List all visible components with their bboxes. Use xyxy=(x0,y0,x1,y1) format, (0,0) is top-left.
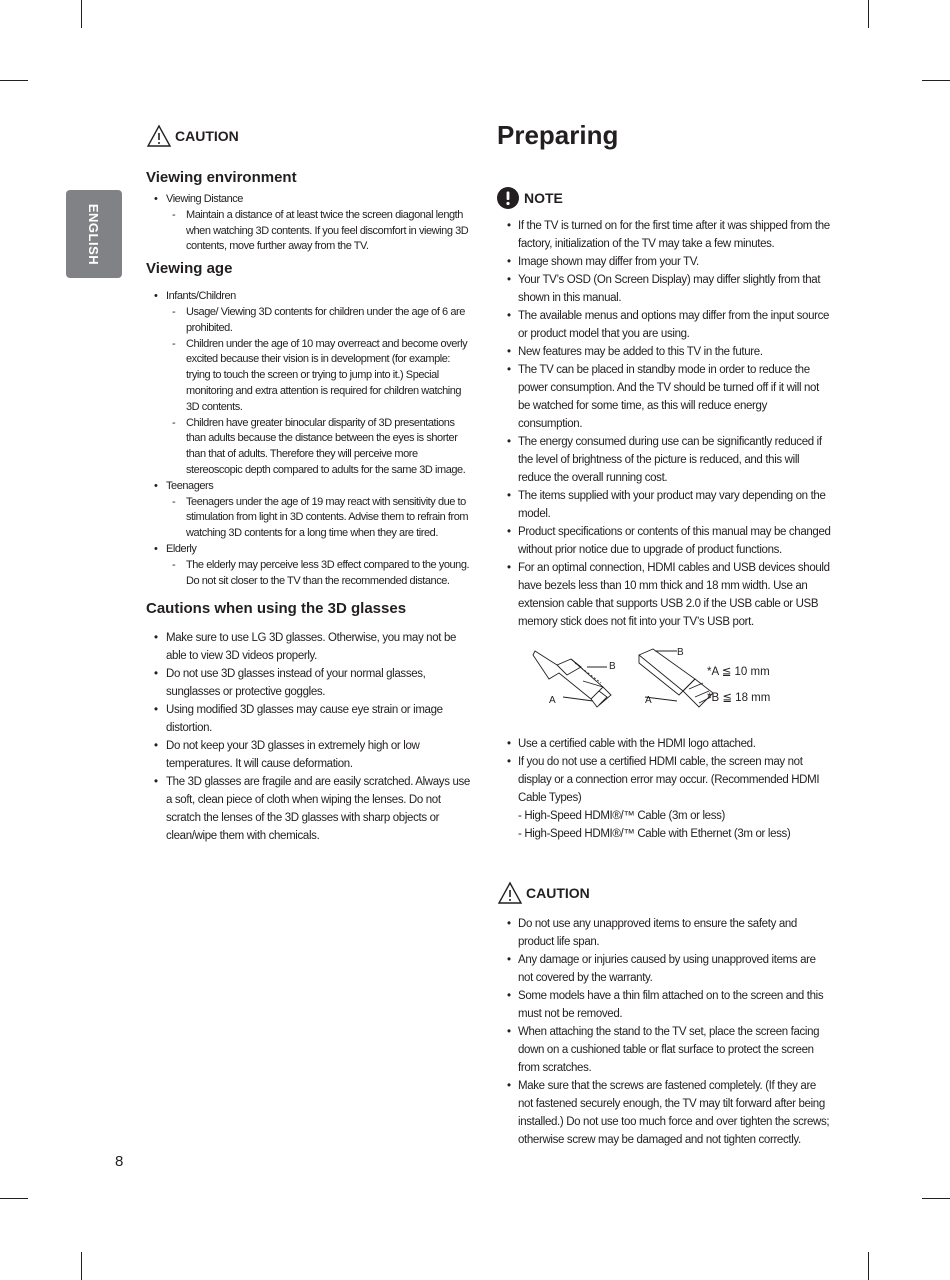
right-column xyxy=(497,118,832,1149)
list-item: • The 3D glasses are fragile and are easily scratched. Always use a soft, clean piece of cloth when wiping the lenses. Do not scratch the lenses of the 3D glasses with sharp objects or clean/wipe them with chemicals. xyxy=(146,773,476,845)
sub-list-item: - Children have greater binocular disparity of 3D presentations than adults because the distance between the eyes is shorter than that of adults. Therefore they will perceive more stereoscopic depth compared to adults for the same 3D image. xyxy=(166,416,476,479)
list-item xyxy=(146,542,476,589)
sub-list-item: - Children under the age of 10 may overreact and become overly excited because their vision is in development (for example: trying to touch the screen or trying to jump into it.) Special monitoring and extra attention is required for children watching 3D contents. xyxy=(166,337,476,416)
sub-list-item: - Usage/ Viewing 3D contents for children under the age of 6 are prohibited. xyxy=(166,305,476,337)
dimension-note-b: *B ≦ 18 mm xyxy=(707,692,771,704)
caution-label: CAUTION xyxy=(526,885,590,901)
list-item xyxy=(497,753,832,843)
warning-triangle-icon xyxy=(146,124,172,148)
sub-list xyxy=(166,305,476,479)
note-label: NOTE xyxy=(524,190,563,206)
crop-mark xyxy=(922,1198,950,1199)
list-item: • Make sure that the screws are fastened completely. (If they are not fastened securely enough, the TV may tilt forward after being installed.) Do not use too much force and over tighten the screws; otherwise screw may be damaged and not tighten correctly. xyxy=(497,1077,832,1149)
list-item: • If the TV is turned on for the first time after it was shipped from the factory, initialization of the TV may take a few minutes. xyxy=(497,217,832,253)
dimension-label-b: B xyxy=(609,661,616,672)
list-item: • Product specifications or contents of this manual may be changed without prior notice due to upgrade of product functions. xyxy=(497,523,832,559)
list-item: • When attaching the stand to the TV set, place the screen facing down on a cushioned table or flat surface to protect the screen from scratches. xyxy=(497,1023,832,1077)
list-item: • Do not keep your 3D glasses in extremely high or low temperatures. It will cause deformation. xyxy=(146,737,476,773)
section-title: Viewing age xyxy=(146,260,233,278)
glasses-list xyxy=(146,629,476,845)
list-item: • New features may be added to this TV in the future. xyxy=(497,343,832,361)
item-label: Teenagers xyxy=(166,479,214,492)
item-label: Elderly xyxy=(166,542,197,555)
list-item: • Make sure to use LG 3D glasses. Otherwise, you may not be able to view 3D videos properly. xyxy=(146,629,476,665)
note-heading xyxy=(497,187,832,209)
list-item: • Your TV’s OSD (On Screen Display) may differ slightly from that shown in this manual. xyxy=(497,271,832,307)
list-item: • The items supplied with your product may vary depending on the model. xyxy=(497,487,832,523)
sub-list-item: - Maintain a distance of at least twice the screen diagonal length when watching 3D contents. If you feel discomfort in viewing 3D contents, move further away from the TV. xyxy=(166,208,476,255)
section-title: Cautions when using the 3D glasses xyxy=(146,600,407,618)
list-item: • Some models have a thin film attached on to the screen and this must not be removed. xyxy=(497,987,832,1023)
crop-mark xyxy=(868,0,869,28)
caution-heading xyxy=(497,881,832,905)
list-item: • Use a certified cable with the HDMI logo attached. xyxy=(497,735,832,753)
dimension-note-a: *A ≦ 10 mm xyxy=(707,666,770,678)
sub-list xyxy=(166,558,476,590)
list-item: • The available menus and options may differ from the input source or product model that you are using. xyxy=(497,307,832,343)
dimension-label-a: A xyxy=(645,695,652,706)
language-tab-label: ENGLISH xyxy=(86,203,102,265)
list-item: • The TV can be placed in standby mode in order to reduce the power consumption. And the TV should be turned off if it will not be watched for some time, as this will reduce energy consumption. xyxy=(497,361,832,433)
crop-mark xyxy=(868,1252,869,1280)
sub-list xyxy=(166,208,476,255)
sub-list-item: - The elderly may perceive less 3D effect compared to the young. Do not sit closer to the TV than the recommended distance. xyxy=(166,558,476,590)
list-item: • Using modified 3D glasses may cause eye strain or image distortion. xyxy=(146,701,476,737)
hdmi-cable-type: - High-Speed HDMI®/™ Cable (3m or less) xyxy=(518,810,725,822)
hdmi-list xyxy=(497,735,832,843)
caution-label: CAUTION xyxy=(175,128,239,144)
dimension-label-a: A xyxy=(549,695,556,706)
item-text: If you do not use a certified HDMI cable, the screen may not display or a connection error may occur. (Recommended HDMI Cable Types) xyxy=(518,756,820,804)
caution-list xyxy=(497,915,832,1149)
viewing-age-list xyxy=(146,289,476,589)
list-item: • Do not use 3D glasses instead of your normal glasses, sunglasses or protective goggles. xyxy=(146,665,476,701)
left-column xyxy=(146,124,476,845)
crop-mark xyxy=(81,0,82,28)
language-tab xyxy=(66,190,122,278)
exclamation-circle-icon xyxy=(497,187,519,209)
dimension-notes xyxy=(707,659,770,711)
list-item: • Image shown may differ from your TV. xyxy=(497,253,832,271)
viewing-environment-list xyxy=(146,192,476,255)
cable-size-figure xyxy=(497,645,832,723)
crop-mark xyxy=(0,1198,28,1199)
page-number: 8 xyxy=(115,1153,124,1170)
crop-mark xyxy=(922,80,950,81)
section-title: Viewing environment xyxy=(146,169,297,186)
caution-heading xyxy=(146,124,476,148)
list-item xyxy=(146,192,476,255)
list-item: • Do not use any unapproved items to ensure the safety and product life span. xyxy=(497,915,832,951)
list-item: • The energy consumed during use can be significantly reduced if the level of brightness of the picture is reduced, and this will reduce the overall running cost. xyxy=(497,433,832,487)
note-list xyxy=(497,217,832,631)
list-item xyxy=(146,289,476,479)
list-item: • For an optimal connection, HDMI cables and USB devices should have bezels less than 10 mm thick and 18 mm width. Use an extension cable that supports USB 2.0 if the USB cable or USB memory stick does not fit into your TV’s USB port. xyxy=(497,559,832,631)
list-item xyxy=(146,479,476,542)
crop-mark xyxy=(81,1252,82,1280)
hdmi-usb-connector-illustration xyxy=(527,645,727,723)
warning-triangle-icon xyxy=(497,881,523,905)
crop-mark xyxy=(0,80,28,81)
list-item: • Any damage or injuries caused by using unapproved items are not covered by the warranty. xyxy=(497,951,832,987)
dimension-label-b: B xyxy=(677,647,684,658)
page-title: Preparing xyxy=(497,120,619,150)
hdmi-cable-type: - High-Speed HDMI®/™ Cable with Ethernet (3m or less) xyxy=(518,828,791,840)
sub-list-item: - Teenagers under the age of 19 may react with sensitivity due to stimulation from light in 3D contents. Advise them to refrain from watching 3D contents for a long time when they are tired. xyxy=(166,495,476,542)
item-label: Infants/Children xyxy=(166,290,236,303)
item-label: Viewing Distance xyxy=(166,193,243,205)
sub-list xyxy=(166,495,476,542)
